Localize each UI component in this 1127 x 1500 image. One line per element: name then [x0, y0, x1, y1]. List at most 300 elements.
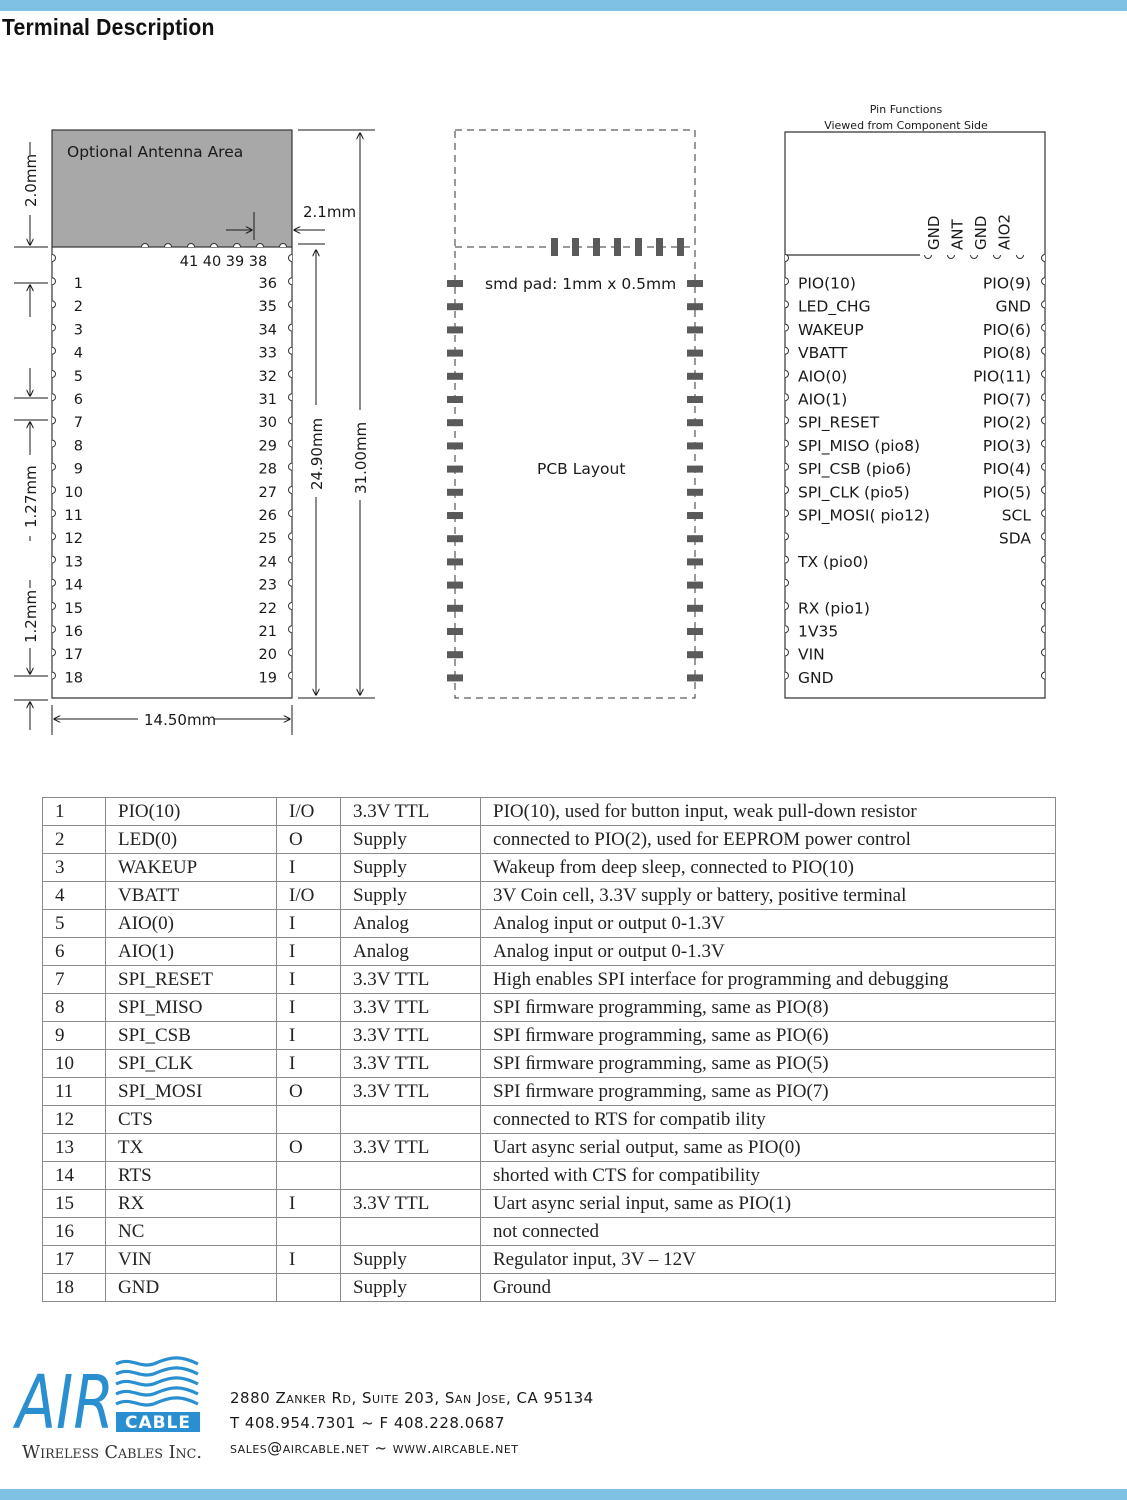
left-function-label: 1V35 [798, 622, 839, 641]
email-web[interactable]: sales@aircable.net ~ www.aircable.net [230, 1439, 519, 1457]
pad-notch [785, 487, 789, 494]
cell-type [341, 1162, 481, 1190]
cell-desc: Analog input or output 0-1.3V [481, 910, 1056, 938]
cell-type: 3.3V TTL [341, 798, 481, 826]
cell-type: 3.3V TTL [341, 966, 481, 994]
cell-dir: I [277, 994, 341, 1022]
left-function-label: SPI_MOSI( pio12) [798, 506, 930, 525]
smd-pad [687, 466, 703, 473]
pad-notch [165, 244, 172, 247]
cell-pin: 14 [43, 1162, 106, 1190]
left-function-label: SPI_MISO (pio8) [798, 436, 921, 455]
cell-dir: I [277, 1246, 341, 1274]
top-pin-number: 38 [248, 254, 268, 270]
cell-dir: I [277, 910, 341, 938]
top-accent-bar [0, 0, 1127, 11]
pad-notch [1042, 603, 1046, 610]
cell-pin: 13 [43, 1134, 106, 1162]
pad-notch [1042, 347, 1046, 354]
cell-name: AIO(1) [106, 938, 277, 966]
cell-name: NC [106, 1218, 277, 1246]
cell-pin: 18 [43, 1274, 106, 1302]
cell-pin: 11 [43, 1078, 106, 1106]
smd-pad [447, 558, 463, 565]
pad-notch [289, 440, 293, 447]
cell-desc: Analog input or output 0-1.3V [481, 938, 1056, 966]
pad-notch [1042, 278, 1046, 285]
dim-2-1mm: 2.1mm [303, 203, 357, 221]
dim-14-50mm: 14.50mm [144, 711, 217, 729]
pad-notch [289, 394, 293, 401]
pad-notch [289, 603, 293, 610]
pad-notch [289, 626, 293, 633]
pad-notch [289, 417, 293, 424]
right-pin-number: 20 [258, 647, 277, 664]
left-functions [797, 275, 930, 687]
cell-desc: Regulator input, 3V – 12V [481, 1246, 1056, 1274]
pad-notch [289, 371, 293, 378]
pad-notch [289, 487, 293, 494]
cell-name: CTS [106, 1106, 277, 1134]
right-pin-number: 29 [258, 438, 277, 455]
cell-desc: Wakeup from deep sleep, connected to PIO(10) [481, 854, 1056, 882]
pad-notch [52, 603, 56, 610]
smd-pad [687, 419, 703, 426]
left-function-label: PIO(10) [798, 274, 856, 293]
smd-pad [447, 303, 463, 310]
table-row [43, 1134, 1056, 1162]
cell-desc: SPI ﬁrmware programming, same as PIO(7) [481, 1078, 1056, 1106]
cell-desc: High enables SPI interface for programming and debugging [481, 966, 1056, 994]
left-pin-number: 16 [64, 624, 83, 640]
right-pin-number: 34 [258, 322, 277, 339]
pad-notch [289, 556, 293, 563]
pad-notch [280, 244, 287, 247]
smd-pad [551, 238, 558, 256]
smd-pad [677, 238, 684, 256]
logo-air-text: AIR [12, 1360, 115, 1446]
smd-pad [614, 238, 621, 256]
smd-pad [687, 582, 703, 589]
pad-notch [1042, 371, 1046, 378]
left-function-label: VIN [798, 645, 825, 664]
cell-name: SPI_MOSI [106, 1078, 277, 1106]
right-pin-number: 23 [258, 577, 277, 594]
cell-pin: 1 [43, 798, 106, 826]
pad-notch [257, 244, 264, 247]
pad-notch [785, 278, 789, 285]
table-row [43, 994, 1056, 1022]
smd-pad [447, 326, 463, 333]
cell-dir [277, 1106, 341, 1134]
smd-pad [687, 326, 703, 333]
cell-dir [277, 1274, 341, 1302]
cell-type: 3.3V TTL [341, 1078, 481, 1106]
pad-notch [52, 579, 56, 586]
pad-notch [188, 244, 195, 247]
left-pin-number: 11 [64, 508, 83, 524]
cell-type: Analog [341, 938, 481, 966]
smd-pad [447, 442, 463, 449]
pad-notch [785, 579, 789, 586]
pad-notch [289, 510, 293, 517]
cell-desc: connected to RTS for compatib ility [481, 1106, 1056, 1134]
smd-pad [687, 489, 703, 496]
left-function-label: RX (pio1) [798, 599, 870, 618]
left-pin-number: 15 [64, 600, 83, 617]
pad-notch [785, 672, 789, 679]
right-pin-number: 24 [258, 554, 277, 571]
cell-pin: 6 [43, 938, 106, 966]
contact-info [230, 1386, 594, 1461]
dim-24-90mm: 24.90mm [308, 417, 326, 490]
table-row [43, 910, 1056, 938]
left-pin-number: 9 [73, 461, 83, 478]
pad-notch [52, 371, 56, 378]
left-function-label: SPI_CLK (pio5) [798, 483, 910, 502]
table-row [43, 1274, 1056, 1302]
right-function-label: SCL [1001, 506, 1031, 525]
smd-pad [447, 582, 463, 589]
right-pin-number: 30 [258, 415, 277, 432]
cell-type: 3.3V TTL [341, 1190, 481, 1218]
table-row [43, 938, 1056, 966]
pad-notch [52, 440, 56, 447]
smd-pad [447, 280, 463, 287]
smd-pad [687, 350, 703, 357]
left-pin-number: 18 [64, 670, 83, 687]
table-row [43, 1106, 1056, 1134]
cell-dir: I/O [277, 882, 341, 910]
right-pin-number: 19 [258, 670, 277, 687]
pad-notch [1042, 255, 1046, 262]
left-function-label: GND [798, 668, 834, 687]
cell-dir: I [277, 854, 341, 882]
cell-name: LED(0) [106, 826, 277, 854]
right-function-label: PIO(8) [982, 344, 1031, 363]
cell-type: 3.3V TTL [341, 1022, 481, 1050]
cell-dir: O [277, 1134, 341, 1162]
top-pin-number: 40 [202, 254, 222, 270]
pad-notch [289, 672, 293, 679]
cell-desc: not connected [481, 1218, 1056, 1246]
pad-notch [925, 255, 932, 259]
left-pin-number: 5 [73, 368, 83, 385]
pad-notch [289, 255, 293, 262]
left-pin-number: 1 [73, 276, 83, 292]
left-function-label: AIO(0) [798, 367, 848, 386]
smd-pad [447, 512, 463, 519]
pad-notch [211, 244, 218, 247]
table-row [43, 1162, 1056, 1190]
smd-pad [447, 419, 463, 426]
pad-notch [52, 324, 56, 331]
pad-notch [52, 301, 56, 308]
left-pin-number: 17 [64, 647, 83, 664]
cell-name: SPI_CLK [106, 1050, 277, 1078]
pcb-layout-label: PCB Layout [537, 460, 626, 478]
aircable-logo [12, 1350, 227, 1470]
pad-notch [1042, 487, 1046, 494]
cell-pin: 17 [43, 1246, 106, 1274]
left-function-label: TX (pio0) [798, 552, 869, 571]
cell-dir: O [277, 826, 341, 854]
right-pin-number: 21 [258, 624, 277, 640]
logo-tagline: Wireless Cables Inc. [22, 1442, 202, 1463]
castellations [52, 244, 292, 680]
pad-notch [785, 324, 789, 331]
cell-name: GND [106, 1274, 277, 1302]
pad-notch [1042, 672, 1046, 679]
table-row [43, 826, 1056, 854]
cell-type [341, 1218, 481, 1246]
pin-functions [785, 103, 1045, 698]
right-function-label: PIO(7) [982, 390, 1031, 409]
right-function-label: SDA [998, 529, 1031, 548]
cell-name: WAKEUP [106, 854, 277, 882]
module-diagram [0, 95, 1127, 745]
pad-notch [289, 533, 293, 540]
top-function-label: GND [972, 215, 990, 250]
cell-dir [277, 1162, 341, 1190]
cell-pin: 4 [43, 882, 106, 910]
pad-notch [785, 371, 789, 378]
left-pin-number: 13 [64, 554, 83, 571]
pad-notch [1042, 324, 1046, 331]
smd-pad-label: smd pad: 1mm x 0.5mm [485, 275, 677, 293]
cell-name: AIO(0) [106, 910, 277, 938]
table-row [43, 966, 1056, 994]
pad-notch [52, 626, 56, 633]
right-pin-number: 33 [258, 345, 277, 362]
top-pin-number: 39 [225, 254, 245, 270]
left-pin-number: 4 [73, 345, 83, 362]
cell-name: VBATT [106, 882, 277, 910]
pin-functions-subtitle: Viewed from Component Side [824, 119, 988, 132]
pad-notch [52, 347, 56, 354]
address: 2880 Zanker Rd, Suite 203, San Jose, CA 95134 [230, 1389, 594, 1407]
pad-notch [1042, 649, 1046, 656]
cell-type: Analog [341, 910, 481, 938]
right-function-label: PIO(2) [982, 413, 1031, 432]
pad-notch [52, 463, 56, 470]
left-pin-number: 6 [73, 392, 83, 408]
pad-notch [52, 394, 56, 401]
cell-name: TX [106, 1134, 277, 1162]
pad-notch [785, 417, 789, 424]
smd-pad [572, 238, 579, 256]
pad-notch [785, 301, 789, 308]
phone-fax: T 408.954.7301 ~ F 408.228.0687 [230, 1414, 505, 1432]
smd-pad [687, 373, 703, 380]
table-row [43, 798, 1056, 826]
cell-desc: SPI ﬁrmware programming, same as PIO(8) [481, 994, 1056, 1022]
cell-pin: 7 [43, 966, 106, 994]
smd-pad [635, 238, 642, 256]
left-function-label: WAKEUP [798, 320, 864, 339]
left-pin-number: 14 [64, 577, 83, 594]
right-pin-number: 35 [258, 299, 277, 316]
right-function-label: PIO(5) [982, 483, 1031, 502]
pad-notch [1042, 301, 1046, 308]
right-function-label: PIO(4) [982, 460, 1031, 479]
pad-notch [785, 626, 789, 633]
cell-type: Supply [341, 854, 481, 882]
cell-type [341, 1106, 481, 1134]
top-functions [925, 214, 1014, 250]
smd-pad [447, 373, 463, 380]
cell-type: Supply [341, 1274, 481, 1302]
pad-notch [289, 347, 293, 354]
dim-2-0mm: 2.0mm [22, 153, 40, 207]
smd-pad [447, 605, 463, 612]
cell-dir: I [277, 938, 341, 966]
smd-pad [447, 396, 463, 403]
cell-pin: 12 [43, 1106, 106, 1134]
smd-pad [447, 535, 463, 542]
smd-pad [447, 489, 463, 496]
cell-desc: PIO(10), used for button input, weak pull-down resistor [481, 798, 1056, 826]
cell-desc: Uart async serial output, same as PIO(0) [481, 1134, 1056, 1162]
left-pin-number: 12 [64, 531, 83, 548]
cell-name: VIN [106, 1246, 277, 1274]
cell-pin: 15 [43, 1190, 106, 1218]
right-pin-number: 32 [258, 368, 277, 385]
cell-pin: 10 [43, 1050, 106, 1078]
pad-notch [785, 394, 789, 401]
cell-type: Supply [341, 1246, 481, 1274]
terminal-table [42, 797, 1056, 1302]
cell-name: SPI_MISO [106, 994, 277, 1022]
top-function-label: GND [925, 215, 943, 250]
cell-dir [277, 1218, 341, 1246]
dim-31-00mm: 31.00mm [352, 421, 370, 494]
pad-notch [1042, 556, 1046, 563]
smd-pad [447, 466, 463, 473]
pad-notch [948, 255, 955, 259]
left-function-label: SPI_CSB (pio6) [798, 460, 912, 479]
pad-notch [1042, 440, 1046, 447]
cell-name: RX [106, 1190, 277, 1218]
pad-notch [52, 487, 56, 494]
cell-pin: 16 [43, 1218, 106, 1246]
table-row [43, 1078, 1056, 1106]
cell-dir: O [277, 1078, 341, 1106]
left-pin-number: 2 [73, 299, 83, 316]
right-function-label: PIO(6) [982, 320, 1031, 339]
cell-dir: I [277, 1022, 341, 1050]
antenna-area-label: Optional Antenna Area [67, 143, 244, 161]
pad-notch [289, 579, 293, 586]
pad-notch [785, 440, 789, 447]
pad-notch [52, 672, 56, 679]
pad-notch [52, 417, 56, 424]
cell-pin: 5 [43, 910, 106, 938]
smd-pad [687, 674, 703, 681]
pad-notch [52, 510, 56, 517]
right-function-label: GND [995, 297, 1031, 316]
smd-pad [687, 396, 703, 403]
pad-notch [52, 649, 56, 656]
smd-pad [447, 674, 463, 681]
bottom-accent-bar [0, 1489, 1127, 1500]
cell-type: 3.3V TTL [341, 994, 481, 1022]
right-function-label: PIO(3) [982, 436, 1031, 455]
smd-pad [593, 238, 600, 256]
left-pin-number: 3 [73, 322, 83, 339]
pad-notch [785, 533, 789, 540]
pad-notch [52, 255, 56, 262]
pad-notch [785, 510, 789, 517]
logo-cable-text: CABLE [124, 1413, 192, 1433]
pad-notch [289, 278, 293, 285]
left-pin-number: 10 [64, 484, 83, 501]
smd-pad [687, 651, 703, 658]
right-pin-number: 22 [258, 600, 277, 617]
cell-name: SPI_RESET [106, 966, 277, 994]
cell-type: 3.3V TTL [341, 1050, 481, 1078]
right-pin-number: 26 [258, 508, 277, 524]
smd-pad [687, 628, 703, 635]
pad-notch [52, 533, 56, 540]
cell-type: 3.3V TTL [341, 1134, 481, 1162]
dim-1-2mm: 1.2mm [22, 589, 40, 643]
right-function-label: PIO(9) [982, 274, 1031, 293]
left-pin-number: 8 [73, 438, 83, 455]
pad-notch [52, 278, 56, 285]
cell-desc: connected to PIO(2), used for EEPROM power control [481, 826, 1056, 854]
module-outline [52, 130, 292, 698]
pcb-layout [447, 130, 703, 698]
smd-pad [687, 512, 703, 519]
pad-notch [785, 603, 789, 610]
left-function-label: AIO(1) [798, 390, 848, 409]
smd-pad [687, 280, 703, 287]
right-functions [973, 275, 1031, 548]
cell-pin: 9 [43, 1022, 106, 1050]
pad-notch [1042, 417, 1046, 424]
smd-pad [687, 558, 703, 565]
cell-name: SPI_CSB [106, 1022, 277, 1050]
top-pin-number: 41 [179, 254, 199, 270]
smd-pad [656, 238, 663, 256]
pad-notch [994, 255, 1001, 259]
dim-1-27mm: 1.27mm [22, 465, 40, 528]
pad-notch [289, 324, 293, 331]
cell-desc: Ground [481, 1274, 1056, 1302]
smd-pad [687, 442, 703, 449]
left-function-label: VBATT [798, 344, 848, 363]
cell-type: Supply [341, 882, 481, 910]
page-title: Terminal Description [2, 14, 215, 40]
table-row [43, 1022, 1056, 1050]
pad-notch [52, 556, 56, 563]
cell-desc: SPI ﬁrmware programming, same as PIO(5) [481, 1050, 1056, 1078]
pad-notch [785, 556, 789, 563]
pad-notch [971, 255, 978, 259]
left-pin-number: 7 [73, 415, 83, 432]
pin-functions-title: Pin Functions [869, 103, 943, 116]
table-row [43, 882, 1056, 910]
pad-notch [289, 301, 293, 308]
smd-pad [447, 628, 463, 635]
cell-desc: Uart async serial input, same as PIO(1) [481, 1190, 1056, 1218]
cell-pin: 3 [43, 854, 106, 882]
right-pin-number: 27 [258, 484, 277, 501]
smd-pad [687, 303, 703, 310]
pad-notch [1017, 255, 1024, 259]
pad-notch [1042, 626, 1046, 633]
